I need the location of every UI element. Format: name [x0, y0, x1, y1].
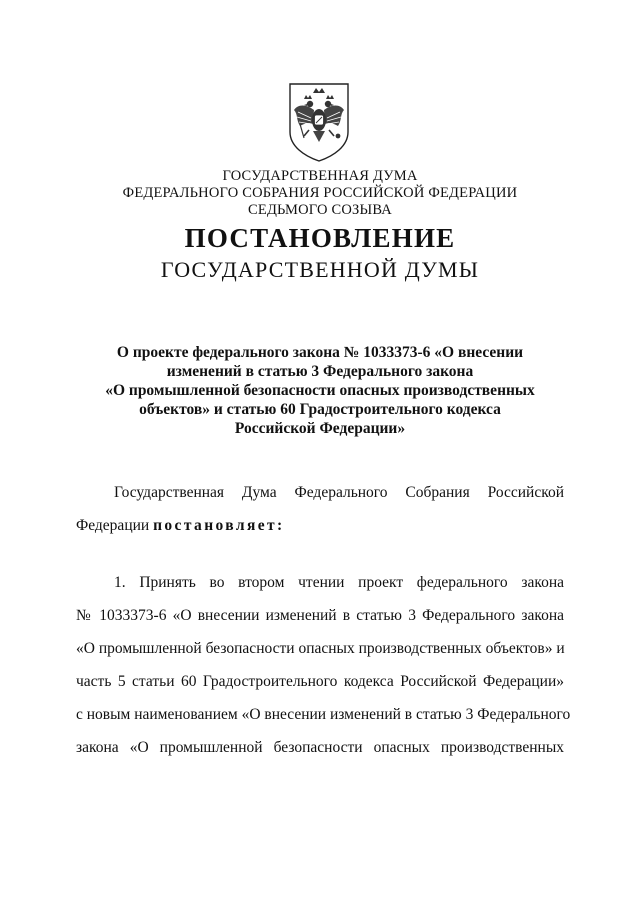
- subject-line: О проекте федерального закона № 1033373-6 «О внесении: [116, 344, 524, 361]
- item-line: часть 5 статьи 60 Градостроительного кодекса Российской Федерации»: [76, 673, 564, 690]
- intro-prefix: Федерации: [76, 517, 154, 534]
- intro-line: Государственная Дума Федерального Собрания Российской: [114, 484, 564, 501]
- subject-line: Российской Федерации»: [234, 420, 406, 437]
- issuer-header: [0, 168, 640, 219]
- intro-line: [76, 509, 564, 542]
- document-subtitle: ГОСУДАРСТВЕННОЙ ДУМЫ: [160, 257, 480, 282]
- item-line: 1. Принять во втором чтении проект федерального закона: [114, 574, 564, 591]
- subject-line: объектов» и статью 60 Градостроительного кодекса: [139, 401, 501, 418]
- item-line: закона «О промышленной безопасности опасных производственных: [76, 739, 564, 756]
- item-line: с новым наименованием «О внесении изменений в статью 3 Федерального: [76, 706, 571, 723]
- document-title: ПОСТАНОВЛЕНИЕ: [184, 223, 456, 253]
- subject-line: изменений в статью 3 Федерального закона: [166, 363, 474, 380]
- resolution-subject: [0, 343, 640, 438]
- item-1-paragraph: [76, 566, 571, 764]
- decree-keyword: постановляет:: [153, 517, 285, 534]
- item-line: «О промышленной безопасности опасных производственных объектов» и: [76, 640, 565, 657]
- russian-coat-of-arms-icon: [284, 80, 354, 164]
- intro-paragraph: [76, 476, 564, 542]
- issuer-line-assembly: ФЕДЕРАЛЬНОГО СОБРАНИЯ РОССИЙСКОЙ ФЕДЕРАЦИИ: [122, 185, 518, 201]
- subject-line: «О промышленной безопасности опасных производственных: [105, 382, 535, 399]
- item-line: № 1033373-6 «О внесении изменений в статью 3 Федерального закона: [76, 607, 564, 624]
- issuer-line-duma: ГОСУДАРСТВЕННАЯ ДУМА: [222, 168, 418, 184]
- issuer-line-convocation: СЕДЬМОГО СОЗЫВА: [248, 202, 392, 218]
